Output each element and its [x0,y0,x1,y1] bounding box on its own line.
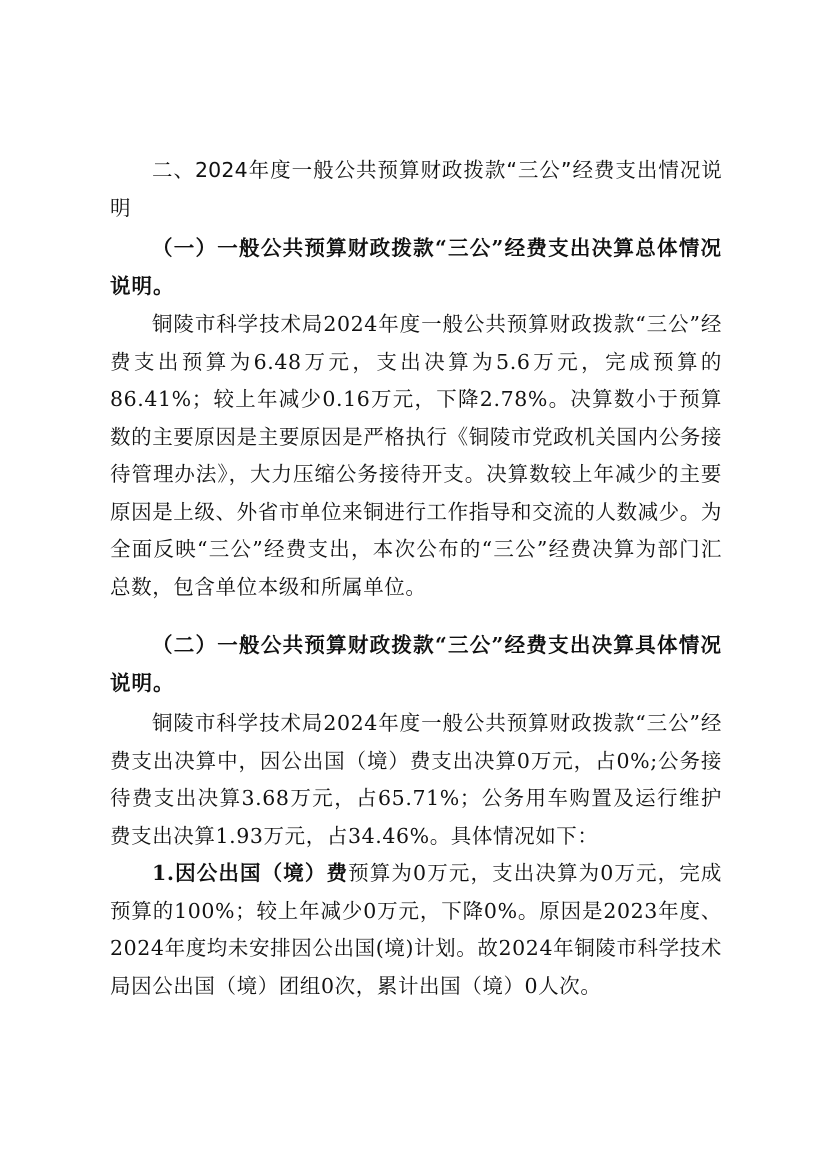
section-title: 二、2024年度一般公共预算财政拨款“三公”经费支出情况说明 [110,158,722,220]
item-1-body: 预算为0万元，支出决算为0万元，完成预算的100%；较上年减少0万元，下降0%。原因是2023年度、2024年度均未安排因公出国(境)计划。故2024年铜陵市科学技术局因公出国（境）团组0次，累计出国（境）0人次。 [110,861,723,998]
item-1-paragraph [110,855,722,1005]
subsection-2-title: （二）一般公共预算财政拨款“三公”经费支出决算具体情况说明。 [110,633,722,695]
item-1-lead: 1.因公出国（境）费 [152,861,349,885]
subsection-1-title: （一）一般公共预算财政拨款“三公”经费支出决算总体情况说明。 [110,236,722,298]
subsection-2-body: 铜陵市科学技术局2024年度一般公共预算财政拨款“三公”经费支出决算中，因公出国（境）费支出决算0万元，占0%;公务接待费支出决算3.68万元，占65.71%；公务用车购置及运行维护费支出决算1.93万元，占34.46%。具体情况如下： [110,711,722,848]
subsection-1-body: 铜陵市科学技术局2024年度一般公共预算财政拨款“三公”经费支出预算为6.48万元，支出决算为5.6万元，完成预算的86.41%；较上年减少0.16万元，下降2.78%。决算数小于预算数的主要原因是主要原因是严格执行《铜陵市党政机关国内公务接待管理办法》，大力压缩公务接待开支。决算数较上年减少的主要原因是上级、外省市单位来铜进行工作指导和交流的人数减少。为全面反映“三公”经费支出，本次公布的“三公”经费决算为部门汇总数，包含单位本级和所属单位。 [110,312,722,599]
